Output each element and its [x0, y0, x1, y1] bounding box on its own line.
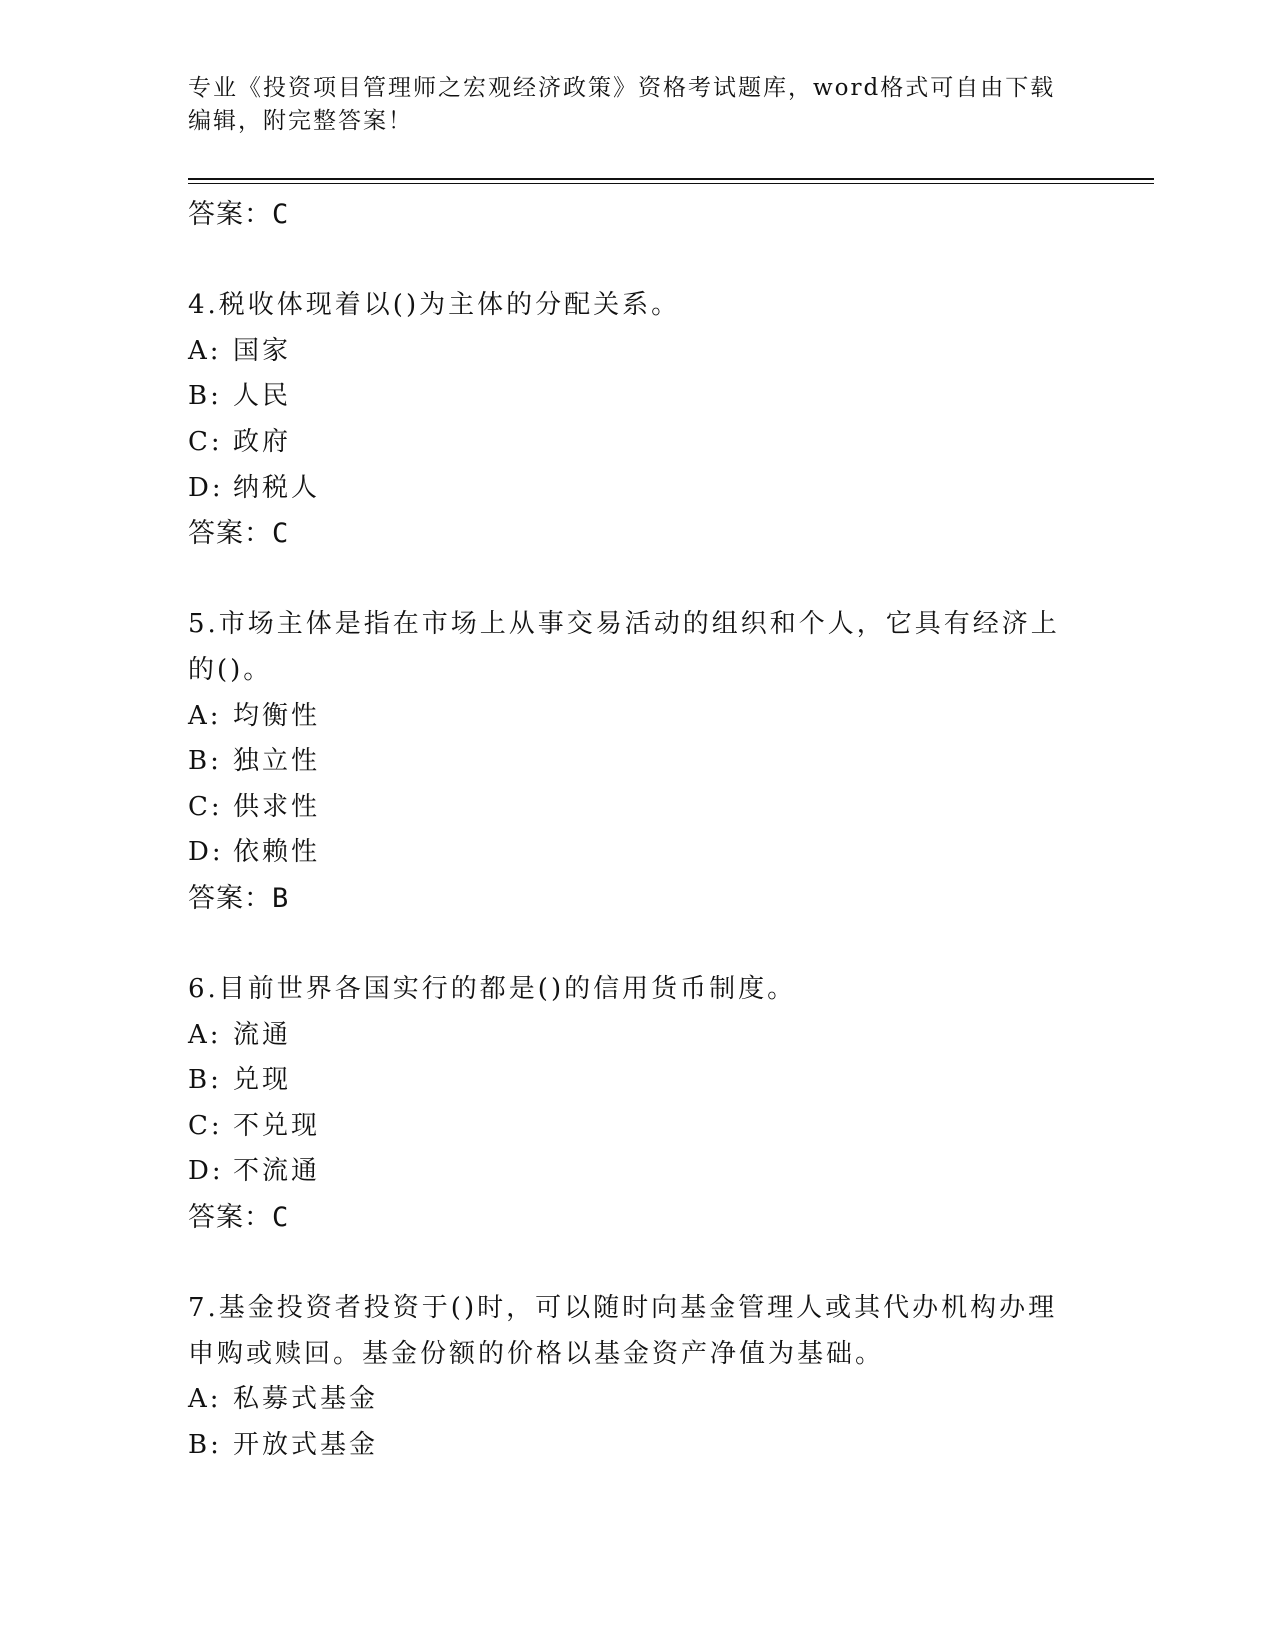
option-text: 国家 — [233, 335, 292, 366]
option-letter: D: — [188, 837, 224, 868]
option-text: 开放式基金 — [233, 1430, 379, 1461]
option-row — [188, 830, 1068, 876]
option-letter: A: — [188, 700, 222, 731]
option-text: 不流通 — [233, 1156, 321, 1187]
option-row — [188, 1013, 1068, 1059]
option-letter: D: — [188, 472, 224, 503]
answer-line: 答案：C — [188, 518, 290, 550]
option-row — [188, 1104, 1068, 1150]
option-letter: C: — [188, 1110, 223, 1141]
option-letter: A: — [188, 1019, 222, 1050]
option-text: 均衡性 — [233, 700, 321, 731]
header-rule-thin — [188, 183, 1154, 184]
option-text: 流通 — [233, 1019, 292, 1050]
question-block — [188, 967, 1068, 1241]
option-letter: C: — [188, 791, 223, 822]
option-row — [188, 329, 1068, 375]
option-row — [188, 466, 1068, 512]
option-text: 政府 — [233, 426, 292, 457]
question-stem: 7.基金投资者投资于()时，可以随时向基金管理人或其代办机构办理申购或赎回。基金份额的价格以基金资产净值为基础。 — [188, 1293, 1058, 1369]
option-letter: C: — [188, 426, 223, 457]
option-row — [188, 694, 1068, 740]
option-text: 供求性 — [233, 791, 321, 822]
option-letter: A: — [188, 335, 222, 366]
header-rule — [188, 178, 1154, 180]
option-letter: B: — [188, 1430, 222, 1461]
header-note: 专业《投资项目管理师之宏观经济政策》资格考试题库，word格式可自由下载编辑，附完整答案！ — [188, 75, 1056, 134]
option-row — [188, 420, 1068, 466]
option-row — [188, 739, 1068, 785]
option-text: 不兑现 — [233, 1110, 321, 1141]
question-stem: 5.市场主体是指在市场上从事交易活动的组织和个人，它具有经济上的()。 — [188, 609, 1060, 685]
questions-container — [188, 283, 1068, 1468]
option-row — [188, 1058, 1068, 1104]
option-row — [188, 1423, 1068, 1469]
option-letter: B: — [188, 381, 222, 412]
option-letter: B: — [188, 1065, 222, 1096]
option-letter: A: — [188, 1384, 222, 1415]
option-text: 独立性 — [233, 746, 321, 777]
answer-line: 答案：B — [188, 882, 290, 914]
question-stem: 6.目前世界各国实行的都是()的信用货币制度。 — [188, 974, 797, 1005]
option-row — [188, 1377, 1068, 1423]
answer-line: 答案：C — [188, 199, 290, 230]
option-text: 人民 — [233, 381, 292, 412]
question-block — [188, 602, 1068, 921]
question-block — [188, 283, 1068, 557]
option-letter: D: — [188, 1156, 224, 1187]
option-row — [188, 785, 1068, 831]
question-list — [188, 192, 1068, 1469]
option-row — [188, 374, 1068, 420]
question-block — [188, 1286, 1068, 1468]
option-text: 纳税人 — [233, 472, 321, 503]
option-row — [188, 1149, 1068, 1195]
option-text: 依赖性 — [233, 837, 321, 868]
option-text: 私募式基金 — [233, 1384, 379, 1415]
option-text: 兑现 — [233, 1065, 292, 1096]
question-stem: 4.税收体现着以()为主体的分配关系。 — [188, 290, 681, 321]
answer-line: 答案：C — [188, 1202, 290, 1234]
option-letter: B: — [188, 746, 222, 777]
